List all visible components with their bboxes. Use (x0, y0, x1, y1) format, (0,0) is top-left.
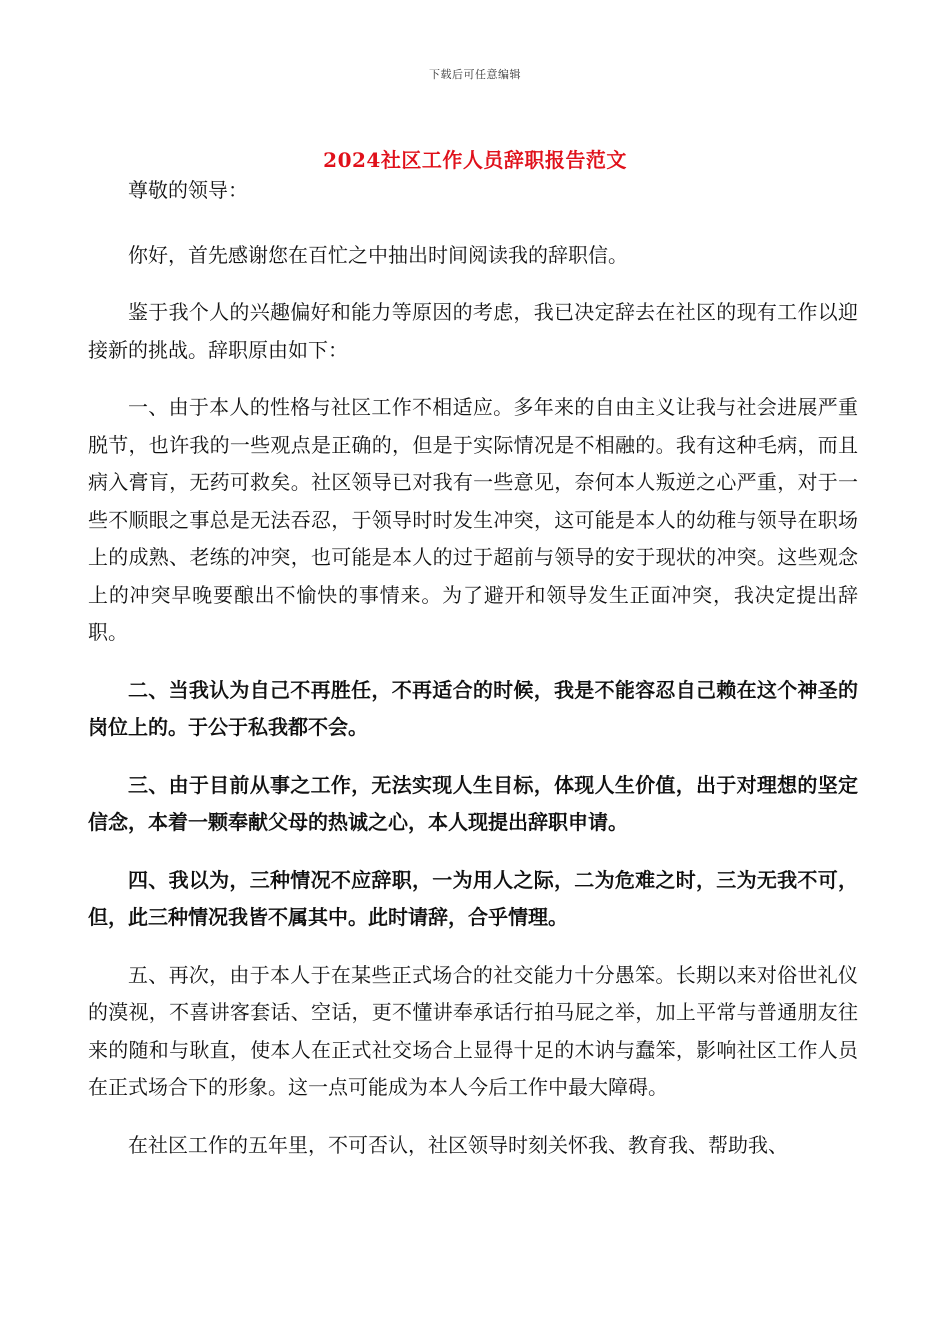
salutation: 尊敬的领导： (128, 178, 248, 202)
document-title: 2024社区工作人员辞职报告范文 (323, 148, 627, 172)
document-body (88, 172, 858, 1184)
closing-paragraph-start: 在社区工作的五年里，不可否认，社区领导时刻关怀我、教育我、帮助我、 (128, 1132, 788, 1157)
greeting-paragraph: 你好，首先感谢您在百忙之中抽出时间阅读我的辞职信。 (128, 242, 628, 267)
reason-two-paragraph: 二、当我认为自己不再胜任，不再适合的时候，我是不能容忍自己赖在这个神圣的岗位上的。于公于私我都不会。 (88, 677, 858, 739)
header-note: 下载后可任意编辑 (429, 68, 521, 81)
reason-five-paragraph: 五、再次，由于本人于在某些正式场合的社交能力十分愚笨。长期以来对俗世礼仪的漠视，不喜讲客套话、空话，更不懂讲奉承话行拍马屁之举，加上平常与普通朋友往来的随和与耿直，使本人在正式社交场合上显得十足的木讷与蠢笨，影响社区工作人员在正式场合下的形象。这一点可能成为本人今后工作中最大障碍。 (88, 962, 858, 1099)
reason-three-paragraph: 三、由于目前从事之工作，无法实现人生目标，体现人生价值，出于对理想的坚定信念，本着一颗奉献父母的热诚之心，本人现提出辞职申请。 (88, 772, 858, 834)
reason-one-paragraph: 一、由于本人的性格与社区工作不相适应。多年来的自由主义让我与社会进展严重脱节，也许我的一些观点是正确的，但是于实际情况是不相融的。我有这种毛病，而且病入膏肓，无药可救矣。社区领导已对我有一些意见，奈何本人叛逆之心严重，对于一些不顺眼之事总是无法吞忍，于领导时时发生冲突，这可能是本人的幼稚与领导在职场上的成熟、老练的冲突，也可能是本人的过于超前与领导的安于现状的冲突。这些观念上的冲突早晚要酿出不愉快的事情来。为了避开和领导发生正面冲突，我决定提出辞职。 (88, 395, 858, 644)
reason-four-paragraph: 四、我以为，三种情况不应辞职，一为用人之际，二为危难之时，三为无我不可，但，此三种情况我皆不属其中。此时请辞，合乎情理。 (88, 867, 858, 929)
intro-paragraph: 鉴于我个人的兴趣偏好和能力等原因的考虑，我已决定辞去在社区的现有工作以迎接新的挑战。辞职原由如下： (88, 300, 858, 362)
